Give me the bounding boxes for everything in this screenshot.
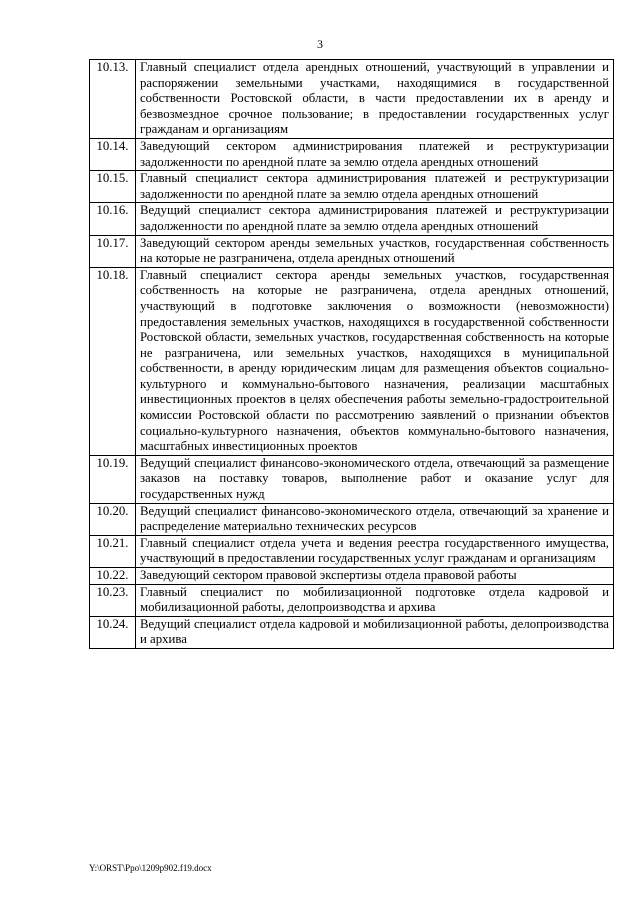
row-number: 10.13. [90, 60, 136, 139]
table-row [90, 455, 614, 503]
row-text: Ведущий специалист финансово-экономического отдела, отвечающий за размещение заказов на поставку товаров, выполнение работ и оказание услуг для государственных нужд [136, 455, 614, 503]
table-row [90, 503, 614, 535]
table-row [90, 203, 614, 235]
table-row [90, 584, 614, 616]
table-row [90, 235, 614, 267]
table-row [90, 616, 614, 648]
row-text: Главный специалист сектора администрирования платежей и реструктуризации задолженности по арендной плате за землю отдела арендных отношений [136, 171, 614, 203]
row-text: Главный специалист по мобилизационной подготовке отдела кадровой и мобилизационной работы, делопроизводства и архива [136, 584, 614, 616]
row-number: 10.14. [90, 138, 136, 170]
table-row [90, 535, 614, 567]
row-number: 10.19. [90, 455, 136, 503]
row-text: Главный специалист отдела учета и ведения реестра государственного имущества, участвующий в предоставлении государственных услуг гражданам и организациям [136, 535, 614, 567]
row-number: 10.20. [90, 503, 136, 535]
row-text: Заведующий сектором правовой экспертизы отдела правовой работы [136, 568, 614, 585]
footer-file-path: Y:\ORST\Ppo\1209p902.f19.docx [89, 863, 212, 873]
table-row [90, 267, 614, 455]
row-text: Главный специалист отдела арендных отношений, участвующий в управлении и распоряжении земельными участками, находящимися в государственной собственности Ростовской области, в части предоставлении их в аренду и безвозмездное срочное пользование; в предоставлении государственных услуг гражданам и организациям [136, 60, 614, 139]
row-number: 10.23. [90, 584, 136, 616]
page-number: 3 [317, 37, 323, 51]
row-number: 10.16. [90, 203, 136, 235]
row-number: 10.24. [90, 616, 136, 648]
row-text: Главный специалист сектора аренды земельных участков, государственная собственность на которые не разграничена, отдела арендных отношений, участвующий в подготовке заключения о возможности (невозможности) предоставления земельных участков, находящихся в государственной собственности Ростовской области, земельных участков, государственная собственность на которые не разграничена, или земельных участков, находящихся в муниципальной собственности, в аренду юридическим лицам для размещения объектов социально-культурного и коммунально-бытового назначения, реализации масштабных инвестиционных проектов в целях обеспечения работы земельно-градостроительной комиссии Ростовской области по рассмотрению заявлений о признании объектов социально-культурного назначения, объектов коммунально-бытового назначения, масштабных инвестиционных проектов [136, 267, 614, 455]
table-row [90, 60, 614, 139]
table-row [90, 138, 614, 170]
table-row [90, 568, 614, 585]
row-number: 10.15. [90, 171, 136, 203]
row-text: Ведущий специалист сектора администрирования платежей и реструктуризации задолженности по арендной плате за землю отдела арендных отношений [136, 203, 614, 235]
table-row [90, 171, 614, 203]
row-number: 10.21. [90, 535, 136, 567]
row-text: Заведующий сектором аренды земельных участков, государственная собственность на которые не разграничена, отдела арендных отношений [136, 235, 614, 267]
row-number: 10.22. [90, 568, 136, 585]
row-text: Ведущий специалист отдела кадровой и мобилизационной работы, делопроизводства и архива [136, 616, 614, 648]
row-text: Ведущий специалист финансово-экономического отдела, отвечающий за хранение и распределение материально технических ресурсов [136, 503, 614, 535]
row-number: 10.17. [90, 235, 136, 267]
row-text: Заведующий сектором администрирования платежей и реструктуризации задолженности по арендной плате за землю отдела арендных отношений [136, 138, 614, 170]
row-number: 10.18. [90, 267, 136, 455]
positions-table [89, 59, 614, 649]
